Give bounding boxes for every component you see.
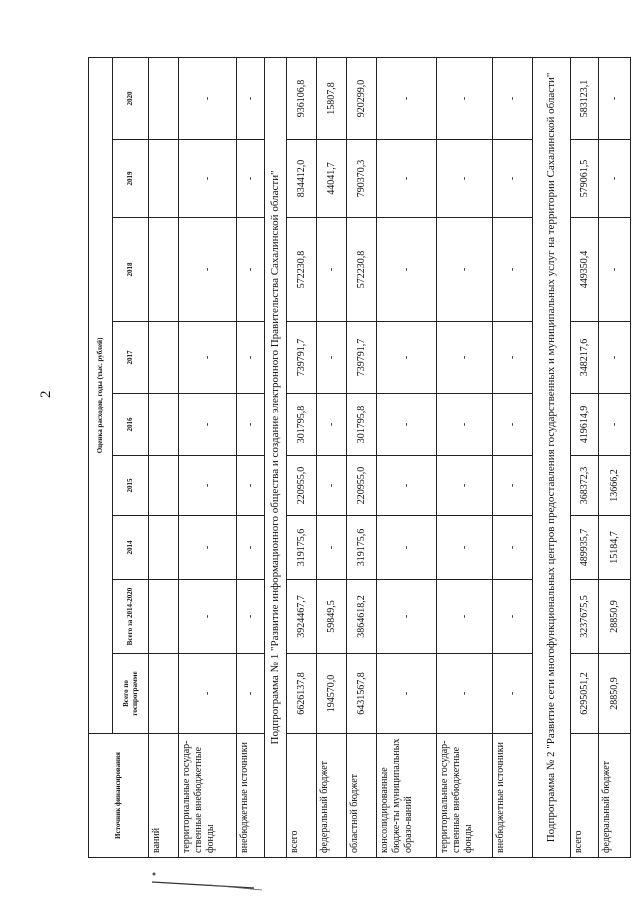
table-row: [149, 57, 179, 857]
cell-value: 13666,2: [599, 456, 631, 516]
cell-value: -: [437, 654, 493, 734]
row-label: федеральный бюджет: [317, 734, 347, 858]
cell-value: -: [237, 516, 265, 580]
header-col: 2014: [113, 516, 149, 580]
cell-value: 419614,9: [571, 394, 599, 456]
cell-value: -: [237, 57, 265, 139]
cell-value: 319175,6: [287, 516, 317, 580]
cell-value: -: [237, 580, 265, 654]
cell-value: 301795,8: [287, 394, 317, 456]
subprogram-1-header: [265, 57, 287, 857]
cell-value: 59849,5: [317, 580, 347, 654]
cell-value: 739791,7: [347, 322, 377, 394]
cell-value: -: [179, 322, 237, 394]
cell-value: -: [493, 456, 533, 516]
cell-value: -: [317, 456, 347, 516]
cell-value: -: [493, 654, 533, 734]
cell-value: -: [317, 516, 347, 580]
cell-value: 301795,8: [347, 394, 377, 456]
header-col: 2016: [113, 394, 149, 456]
cell-value: -: [377, 580, 437, 654]
cell-value: 3864618,2: [347, 580, 377, 654]
cell-value: -: [599, 322, 631, 394]
cell-value: -: [179, 456, 237, 516]
row-label: всего: [287, 734, 317, 858]
cell-value: [149, 57, 179, 139]
cell-value: -: [377, 322, 437, 394]
cell-value: [149, 140, 179, 218]
cell-value: [149, 456, 179, 516]
cell-value: 368372,3: [571, 456, 599, 516]
cell-value: -: [437, 322, 493, 394]
header-source: Источник финансирования: [89, 734, 149, 858]
cell-value: 579061,5: [571, 140, 599, 218]
cell-value: -: [599, 57, 631, 139]
header-col: 2019: [113, 140, 149, 218]
cell-value: [149, 322, 179, 394]
table-row: [493, 57, 533, 857]
header-estimate-title: Оценка расходов, годы (тыс. рублей): [89, 57, 113, 733]
cell-value: 449350,4: [571, 218, 599, 322]
cell-value: 15184,7: [599, 516, 631, 580]
cell-value: -: [493, 218, 533, 322]
header-col: 2017: [113, 322, 149, 394]
cell-value: -: [377, 57, 437, 139]
row-label: внебюджетные источники: [493, 734, 533, 858]
cell-value: -: [437, 580, 493, 654]
cell-value: -: [179, 140, 237, 218]
pen-stroke-mark: [150, 876, 270, 896]
row-label: территориальные государ-ственные внебюджетные фонды: [179, 734, 237, 858]
cell-value: 15807,8: [317, 57, 347, 139]
cell-value: -: [493, 516, 533, 580]
cell-value: 739791,7: [287, 322, 317, 394]
cell-value: [149, 218, 179, 322]
cell-value: -: [237, 322, 265, 394]
cell-value: -: [179, 57, 237, 139]
cell-value: -: [437, 516, 493, 580]
cell-value: 790370,3: [347, 140, 377, 218]
cell-value: 194570,0: [317, 654, 347, 734]
cell-value: -: [377, 218, 437, 322]
cell-value: -: [493, 580, 533, 654]
subprogram-title: Подпрограмма № 2 "Развитие сети многофункциональных центров предоставления государственных и муниципальных услуг на территории Сахалинской области": [533, 57, 571, 857]
table-row: [179, 57, 237, 857]
cell-value: -: [437, 456, 493, 516]
header-col: Всего по госпрограмме: [113, 654, 149, 734]
header-row-1: [89, 57, 113, 857]
cell-value: -: [437, 57, 493, 139]
cell-value: -: [437, 140, 493, 218]
cell-value: -: [179, 394, 237, 456]
cell-value: -: [179, 580, 237, 654]
cell-value: -: [599, 140, 631, 218]
table-row: [317, 57, 347, 857]
cell-value: [149, 394, 179, 456]
table-row: [237, 57, 265, 857]
cell-value: -: [493, 394, 533, 456]
cell-value: 572230,8: [347, 218, 377, 322]
cell-value: 28850,9: [599, 654, 631, 734]
cell-value: -: [237, 218, 265, 322]
cell-value: 6626137,8: [287, 654, 317, 734]
cell-value: -: [377, 456, 437, 516]
cell-value: -: [377, 140, 437, 218]
cell-value: 44041,7: [317, 140, 347, 218]
cell-value: -: [237, 394, 265, 456]
cell-value: -: [493, 140, 533, 218]
cell-value: 6431567,8: [347, 654, 377, 734]
cell-value: 3237675,5: [571, 580, 599, 654]
cell-value: [149, 654, 179, 734]
cell-value: 220955,0: [347, 456, 377, 516]
cell-value: -: [179, 654, 237, 734]
row-label: ваний: [149, 734, 179, 858]
subprogram-2-header: [533, 57, 571, 857]
cell-value: 220955,0: [287, 456, 317, 516]
header-col: 2018: [113, 218, 149, 322]
cell-value: -: [437, 218, 493, 322]
cell-value: 583123,1: [571, 57, 599, 139]
cell-value: 920299,0: [347, 57, 377, 139]
table-row: [599, 57, 631, 857]
page-number: 2: [38, 390, 54, 398]
cell-value: -: [237, 140, 265, 218]
header-col: 2015: [113, 456, 149, 516]
cell-value: 319175,6: [347, 516, 377, 580]
cell-value: 936106,8: [287, 57, 317, 139]
cell-value: 6295051,2: [571, 654, 599, 734]
cell-value: -: [437, 394, 493, 456]
row-label: территориальные государ-ственные внебюджетные фонды: [437, 734, 493, 858]
cell-value: [149, 580, 179, 654]
cell-value: [149, 516, 179, 580]
cell-value: -: [493, 57, 533, 139]
cell-value: -: [377, 516, 437, 580]
cell-value: 3924467,7: [287, 580, 317, 654]
rotated-table-container: [88, 58, 620, 858]
cell-value: -: [377, 394, 437, 456]
table-row: [287, 57, 317, 857]
cell-value: -: [377, 654, 437, 734]
cell-value: -: [179, 218, 237, 322]
row-label: федеральный бюджет: [599, 734, 631, 858]
header-col: 2020: [113, 57, 149, 139]
cell-value: -: [317, 322, 347, 394]
row-label: областной бюджет: [347, 734, 377, 858]
table-body: [149, 57, 631, 857]
cell-value: -: [493, 322, 533, 394]
cell-value: -: [317, 394, 347, 456]
cell-value: 572230,8: [287, 218, 317, 322]
cell-value: -: [237, 456, 265, 516]
cell-value: 489935,7: [571, 516, 599, 580]
cell-value: -: [317, 218, 347, 322]
header-col: Всего за 2014-2020: [113, 580, 149, 654]
table-row: [377, 57, 437, 857]
row-label: консолидированные бюдже-ты муниципальных образо-ваний: [377, 734, 437, 858]
table-row: [437, 57, 493, 857]
row-label: всего: [571, 734, 599, 858]
expenditure-table: [88, 57, 631, 858]
table-row: [571, 57, 599, 857]
cell-value: -: [237, 654, 265, 734]
cell-value: -: [599, 394, 631, 456]
row-label: внебюджетные источники: [237, 734, 265, 858]
subprogram-title: Подпрограмма № 1 "Развитие информационного общества и создание электронного Правительства Сахалинской области": [265, 57, 287, 857]
scan-dot-mark: [150, 870, 160, 880]
cell-value: 28850,9: [599, 580, 631, 654]
cell-value: 834412,0: [287, 140, 317, 218]
table-row: [347, 57, 377, 857]
cell-value: 348217,6: [571, 322, 599, 394]
cell-value: -: [179, 516, 237, 580]
cell-value: -: [599, 218, 631, 322]
